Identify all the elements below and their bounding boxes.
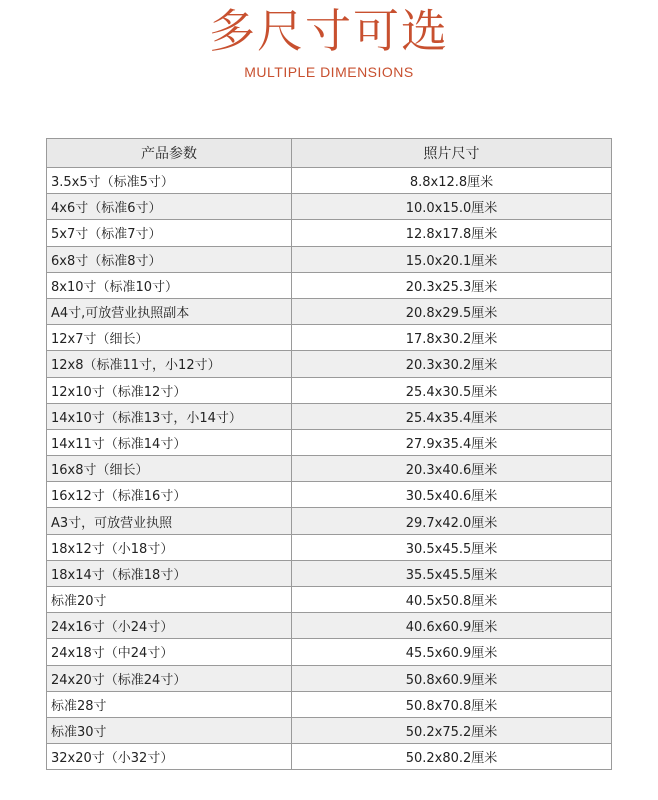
product-param-cell: 16x12寸（标准16寸） [47, 482, 292, 508]
product-param-cell: 18x12寸（小18寸） [47, 534, 292, 560]
table-row [47, 168, 612, 194]
product-param-cell: 24x20寸（标准24寸） [47, 665, 292, 691]
photo-size-cell: 17.8x30.2厘米 [292, 325, 612, 351]
photo-size-cell: 15.0x20.1厘米 [292, 246, 612, 272]
product-param-cell: 12x8（标准11寸，小12寸） [47, 351, 292, 377]
table-row [47, 717, 612, 743]
product-param-cell: 24x16寸（小24寸） [47, 613, 292, 639]
table-row [47, 194, 612, 220]
photo-size-cell: 50.8x70.8厘米 [292, 691, 612, 717]
column-header-size: 照片尺寸 [292, 139, 612, 168]
table-row [47, 456, 612, 482]
table-row [47, 403, 612, 429]
photo-size-cell: 20.3x40.6厘米 [292, 456, 612, 482]
photo-size-cell: 20.8x29.5厘米 [292, 298, 612, 324]
table-row [47, 377, 612, 403]
photo-size-cell: 50.8x60.9厘米 [292, 665, 612, 691]
product-param-cell: 32x20寸（小32寸） [47, 744, 292, 770]
product-param-cell: 6x8寸（标准8寸） [47, 246, 292, 272]
table-row [47, 744, 612, 770]
table-row [47, 534, 612, 560]
table-row [47, 220, 612, 246]
product-param-cell: 16x8寸（细长） [47, 456, 292, 482]
product-param-cell: 3.5x5寸（标准5寸） [47, 168, 292, 194]
table-row [47, 429, 612, 455]
photo-size-cell: 40.6x60.9厘米 [292, 613, 612, 639]
column-header-param: 产品参数 [47, 139, 292, 168]
product-param-cell: A3寸，可放营业执照 [47, 508, 292, 534]
table-row [47, 508, 612, 534]
product-param-cell: 14x10寸（标准13寸，小14寸） [47, 403, 292, 429]
photo-size-cell: 25.4x30.5厘米 [292, 377, 612, 403]
product-param-cell: 24x18寸（中24寸） [47, 639, 292, 665]
photo-size-cell: 50.2x80.2厘米 [292, 744, 612, 770]
photo-size-cell: 29.7x42.0厘米 [292, 508, 612, 534]
photo-size-cell: 20.3x30.2厘米 [292, 351, 612, 377]
table-row [47, 665, 612, 691]
table-row [47, 639, 612, 665]
table-header-row [47, 139, 612, 168]
product-param-cell: 12x10寸（标准12寸） [47, 377, 292, 403]
photo-size-cell: 12.8x17.8厘米 [292, 220, 612, 246]
product-param-cell: 标准20寸 [47, 587, 292, 613]
page-title: 多尺寸可选 [209, 4, 449, 58]
table-row [47, 272, 612, 298]
photo-size-cell: 40.5x50.8厘米 [292, 587, 612, 613]
table-body [47, 168, 612, 770]
product-param-cell: A4寸,可放营业执照副本 [47, 298, 292, 324]
photo-size-cell: 45.5x60.9厘米 [292, 639, 612, 665]
table-row [47, 351, 612, 377]
photo-size-cell: 50.2x75.2厘米 [292, 717, 612, 743]
table-row [47, 560, 612, 586]
table-row [47, 587, 612, 613]
table-row [47, 325, 612, 351]
photo-size-cell: 35.5x45.5厘米 [292, 560, 612, 586]
photo-size-cell: 25.4x35.4厘米 [292, 403, 612, 429]
product-param-cell: 18x14寸（标准18寸） [47, 560, 292, 586]
photo-size-cell: 27.9x35.4厘米 [292, 429, 612, 455]
product-param-cell: 4x6寸（标准6寸） [47, 194, 292, 220]
product-param-cell: 14x11寸（标准14寸） [47, 429, 292, 455]
product-param-cell: 5x7寸（标准7寸） [47, 220, 292, 246]
photo-size-cell: 20.3x25.3厘米 [292, 272, 612, 298]
photo-size-cell: 30.5x40.6厘米 [292, 482, 612, 508]
table-row [47, 482, 612, 508]
product-param-cell: 标准30寸 [47, 717, 292, 743]
product-param-cell: 标准28寸 [47, 691, 292, 717]
size-table [46, 138, 612, 770]
table-row [47, 691, 612, 717]
photo-size-cell: 10.0x15.0厘米 [292, 194, 612, 220]
photo-size-cell: 8.8x12.8厘米 [292, 168, 612, 194]
product-param-cell: 12x7寸（细长） [47, 325, 292, 351]
page-subtitle: MULTIPLE DIMENSIONS [244, 64, 414, 80]
product-param-cell: 8x10寸（标准10寸） [47, 272, 292, 298]
table-row [47, 613, 612, 639]
photo-size-cell: 30.5x45.5厘米 [292, 534, 612, 560]
table-row [47, 246, 612, 272]
table-row [47, 298, 612, 324]
